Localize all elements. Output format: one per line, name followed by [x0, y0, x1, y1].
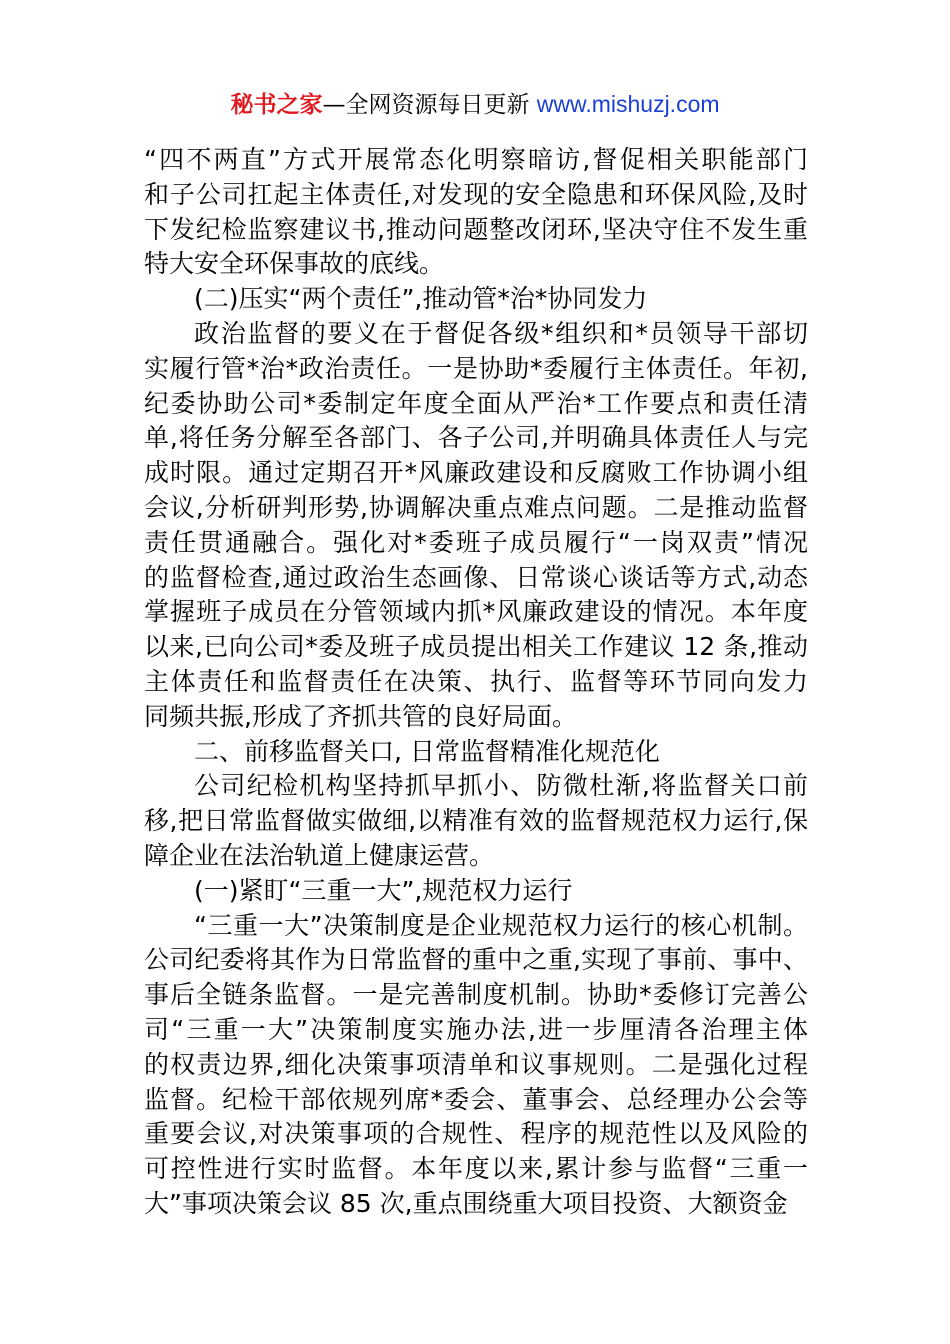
text-line: 司“三重一大”决策制度实施办法,进一步厘清各治理主体: [144, 1014, 808, 1044]
paragraph: [144, 909, 808, 1222]
text-line: 二、前移监督关口, 日常监督精准化规范化: [194, 736, 660, 766]
text-line: 会议,分析研判形势,协调解决重点难点问题。二是推动监督: [144, 492, 808, 522]
text-line: 主体责任和监督责任在决策、执行、监督等环节同向发力: [144, 666, 808, 696]
paragraph: [144, 143, 808, 282]
text-line: 单,将任务分解至各部门、各子公司,并明确具体责任人与完: [144, 423, 808, 453]
text-line: 成时限。通过定期召开*风廉政建设和反腐败工作协调小组: [144, 458, 808, 488]
text-line: 政治监督的要义在于督促各级*组织和*员领导干部切: [194, 318, 808, 348]
text-line: 可控性进行实时监督。本年度以来,累计参与监督“三重一: [144, 1154, 808, 1184]
text-line: 纪委协助公司*委制定年度全面从严治*工作要点和责任清: [144, 388, 808, 418]
text-line: 特大安全环保事故的底线。: [144, 249, 445, 279]
text-line: (一)紧盯“三重一大”,规范权力运行: [194, 875, 573, 905]
text-line: “三重一大”决策制度是企业规范权力运行的核心机制。: [194, 910, 808, 940]
text-line: 掌握班子成员在分管领域内抓*风廉政建设的情况。本年度: [144, 597, 808, 627]
site-header: [0, 86, 950, 123]
site-url-link[interactable]: www.mishuzj.com: [536, 91, 720, 117]
text-line: 监督。纪检干部依规列席*委会、董事会、总经理办公会等: [144, 1084, 808, 1114]
paragraph: [144, 317, 808, 735]
document-body: [144, 143, 808, 1222]
site-brand: 秘书之家: [230, 92, 323, 118]
text-line: 重要会议,对决策事项的合规性、程序的规范性以及风险的: [144, 1119, 808, 1149]
text-line: 责任贯通融合。强化对*委班子成员履行“一岗双责”情况: [144, 527, 808, 557]
text-line: 的权责边界,细化决策事项清单和议事规则。二是强化过程: [144, 1049, 808, 1079]
text-line: 大”事项决策会议 85 次,重点围绕重大项目投资、大额资金: [144, 1188, 788, 1218]
text-line: 实履行管*治*政治责任。一是协助*委履行主体责任。年初,: [144, 353, 808, 383]
text-line: 公司纪委将其作为日常监督的重中之重,实现了事前、事中、: [144, 945, 808, 975]
text-line: “四不两直”方式开展常态化明察暗访,督促相关职能部门: [144, 145, 808, 174]
paragraph: [144, 735, 808, 770]
text-line: 障企业在法治轨道上健康运营。: [144, 840, 495, 870]
text-line: 同频共振,形成了齐抓共管的良好局面。: [144, 701, 577, 731]
paragraph: [144, 282, 808, 317]
text-line: 移,把日常监督做实做细,以精准有效的监督规范权力运行,保: [144, 806, 808, 836]
text-line: 和子公司扛起主体责任,对发现的安全隐患和环保风险,及时: [144, 179, 808, 209]
text-line: 的监督检查,通过政治生态画像、日常谈心谈话等方式,动态: [144, 562, 808, 592]
paragraph: [144, 769, 808, 873]
text-line: 事后全链条监督。一是完善制度机制。协助*委修订完善公: [144, 980, 808, 1010]
text-line: 公司纪检机构坚持抓早抓小、防微杜渐,将监督关口前: [194, 771, 808, 801]
text-line: 下发纪检监察建议书,推动问题整改闭环,坚决守住不发生重: [144, 214, 808, 244]
text-line: 以来,已向公司*委及班子成员提出相关工作建议 12 条,推动: [144, 632, 808, 662]
site-tagline: —全网资源每日更新: [322, 92, 537, 118]
text-line: (二)压实“两个责任”,推动管*治*协同发力: [194, 284, 648, 314]
paragraph: [144, 874, 808, 909]
